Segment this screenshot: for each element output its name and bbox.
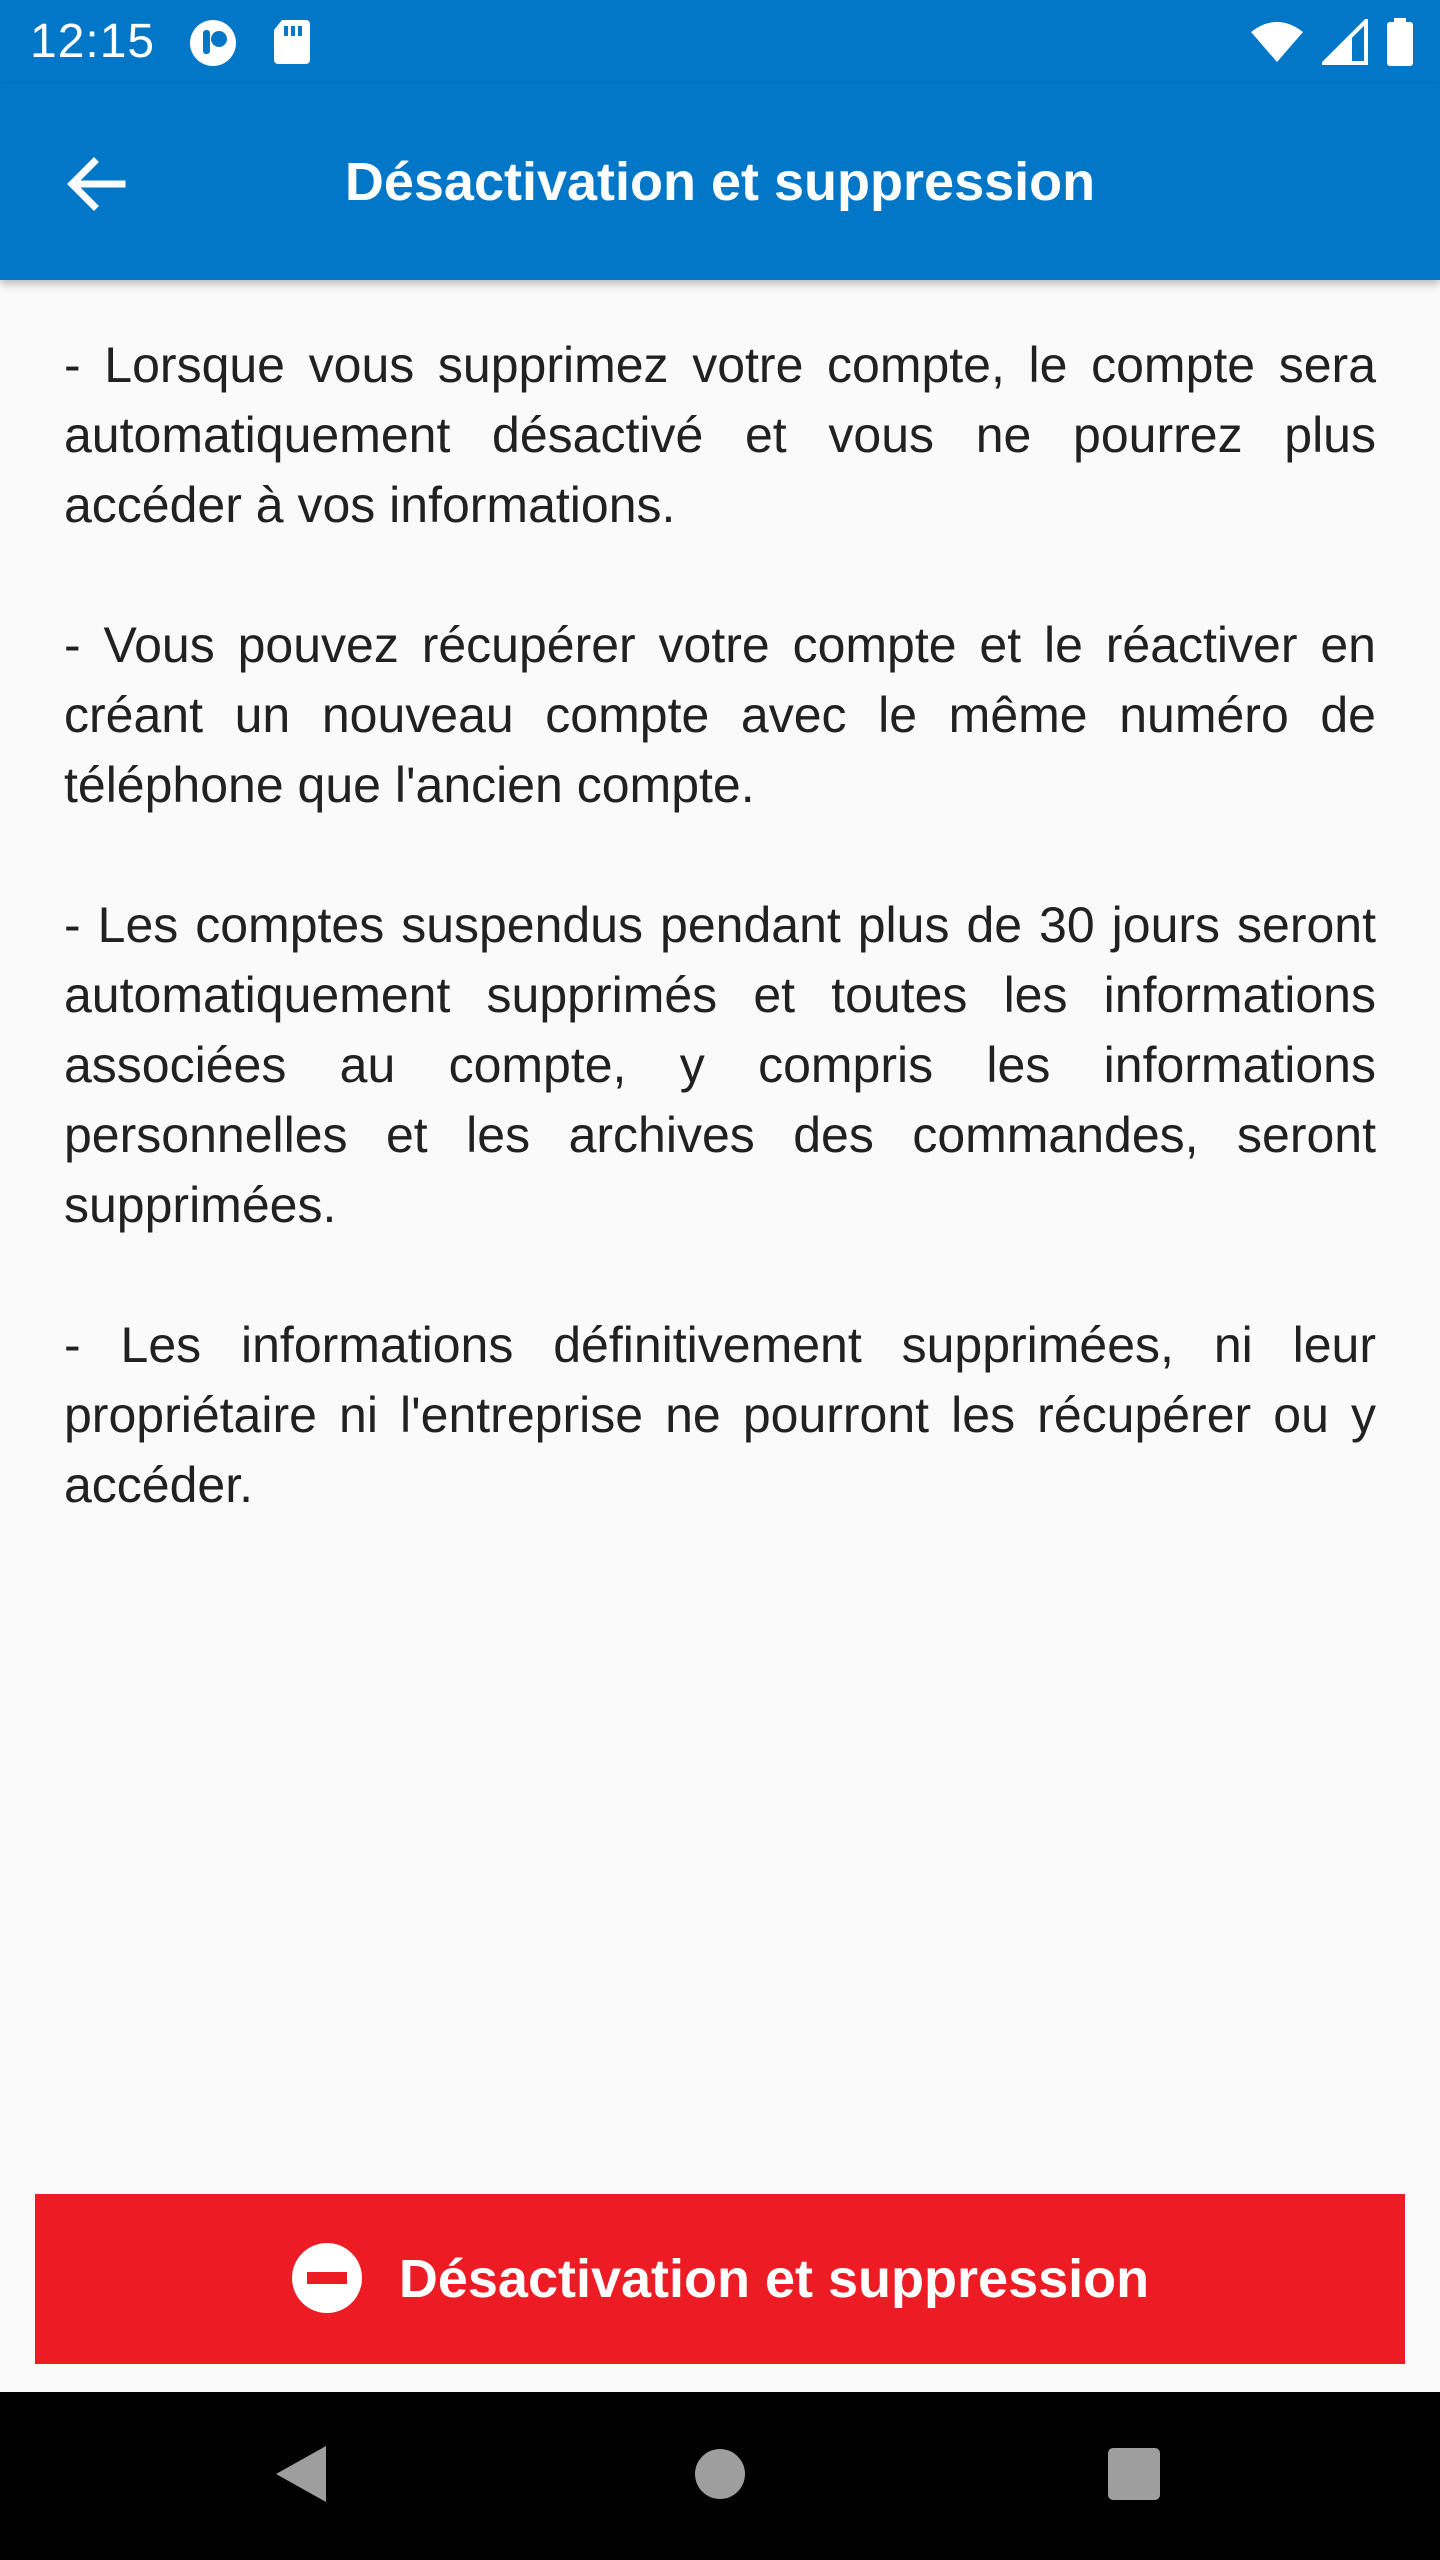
status-left-icons — [188, 18, 312, 73]
deactivate-delete-button[interactable] — [35, 2194, 1405, 2364]
info-content — [64, 330, 1376, 1590]
info-paragraph: - Lorsque vous supprimez votre compte, le compte sera automatiquement désactivé et vous ne pourrez plus accéder à vos informations. — [64, 337, 1376, 533]
status-right-icons — [1250, 18, 1414, 71]
battery-icon — [1386, 18, 1414, 71]
back-button[interactable] — [48, 138, 144, 234]
app-bar — [0, 84, 1440, 280]
nav-back-button[interactable] — [250, 2426, 350, 2526]
info-paragraph: - Les comptes suspendus pendant plus de 30 jours seront automatiquement supprimés et toutes les informations associées au compte, y compris les informations personnelles et les archives des commandes, seront supprimées. — [64, 897, 1376, 1233]
cellular-signal-icon — [1322, 19, 1368, 70]
info-paragraph: - Vous pouvez récupérer votre compte et le réactiver en créant un nouveau compte avec le même numéro de téléphone que l'ancien compte. — [64, 617, 1376, 813]
wifi-icon — [1250, 20, 1304, 69]
nav-recents-button[interactable] — [1084, 2426, 1184, 2526]
deactivate-delete-label: Désactivation et suppression — [398, 2249, 1150, 2309]
info-paragraph: - Les informations définitivement supprimées, ni leur propriétaire ni l'entreprise ne pourront les récupérer ou y accéder. — [64, 1317, 1376, 1513]
arrow-back-icon — [64, 152, 128, 221]
nav-home-button[interactable] — [670, 2426, 770, 2526]
system-nav-bar — [0, 2392, 1440, 2560]
app-notification-icon — [188, 18, 238, 73]
back-triangle-icon — [270, 2442, 330, 2511]
status-time: 12:15 — [30, 15, 156, 68]
remove-circle-icon — [291, 2242, 363, 2317]
home-circle-icon — [693, 2447, 747, 2506]
status-bar — [0, 0, 1440, 84]
page-title: Désactivation et suppression — [344, 152, 1096, 212]
recents-square-icon — [1106, 2446, 1162, 2507]
sd-card-icon — [272, 18, 312, 73]
